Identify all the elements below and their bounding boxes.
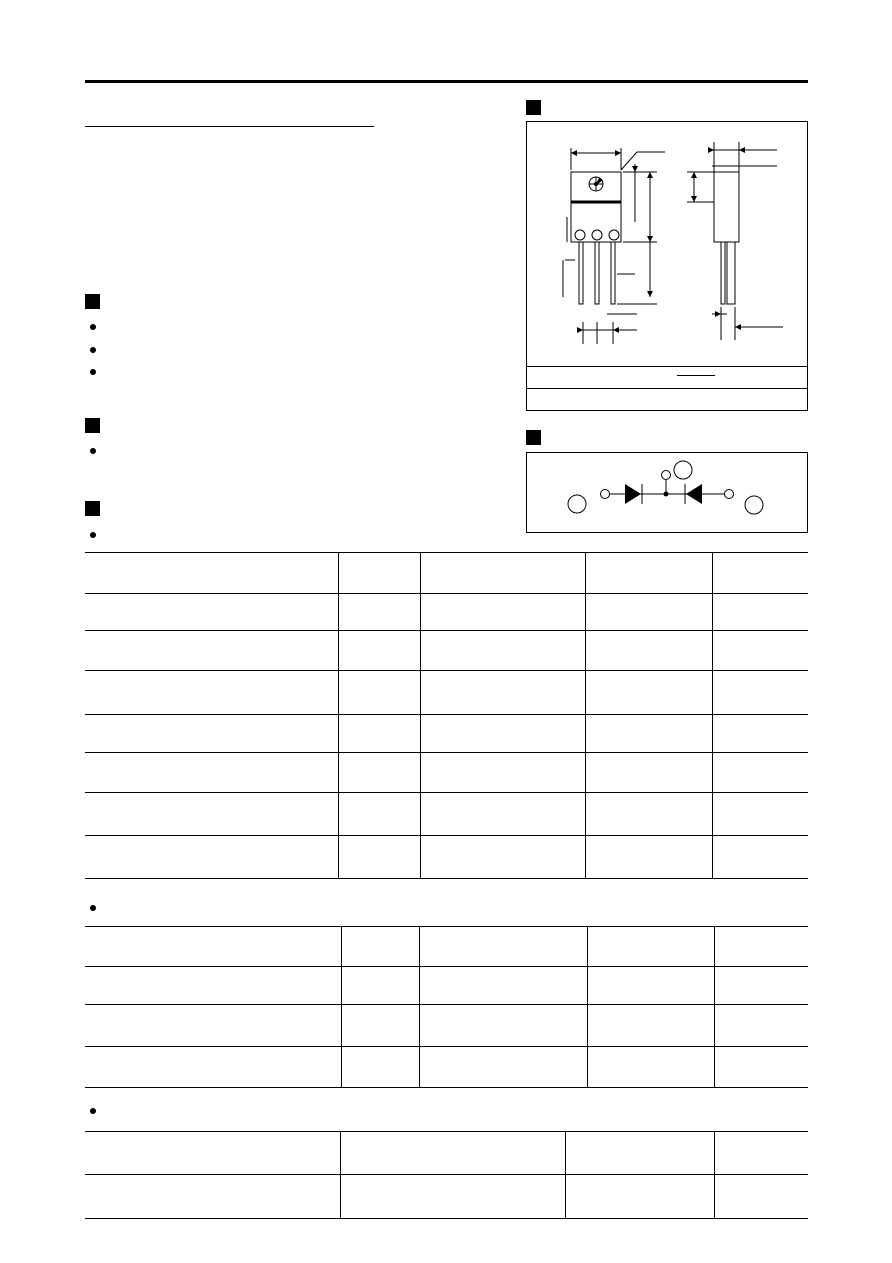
bullet-icon bbox=[90, 448, 96, 454]
equivalent-circuit-box bbox=[526, 452, 808, 533]
bullet-icon bbox=[90, 369, 96, 375]
ratings-section-icon bbox=[85, 501, 100, 516]
table-row bbox=[85, 967, 808, 1005]
header-rule bbox=[85, 80, 808, 83]
table-row bbox=[85, 631, 808, 671]
table-row bbox=[85, 753, 808, 793]
features-section-icon bbox=[85, 294, 100, 309]
package-outline-drawing bbox=[527, 122, 809, 367]
table-row bbox=[85, 927, 808, 967]
applications-section-icon bbox=[85, 418, 100, 433]
table-row bbox=[85, 1005, 808, 1047]
outline-divider bbox=[527, 366, 807, 367]
outline-label-rule bbox=[677, 375, 715, 376]
outline-divider bbox=[527, 388, 807, 389]
title-underline bbox=[85, 126, 374, 127]
table-row bbox=[85, 671, 808, 715]
outline-section-icon bbox=[526, 100, 541, 115]
equivalent-circuit-diagram bbox=[527, 453, 809, 534]
bullet-icon bbox=[90, 905, 96, 911]
table-row bbox=[85, 1047, 808, 1088]
table-row bbox=[85, 1175, 808, 1219]
circuit-section-icon bbox=[526, 430, 541, 445]
bullet-icon bbox=[90, 1108, 96, 1114]
table-row bbox=[85, 553, 808, 594]
electrical-characteristics-table bbox=[85, 926, 808, 1088]
bullet-icon bbox=[90, 532, 96, 538]
table-row bbox=[85, 594, 808, 631]
absolute-maximum-table bbox=[85, 552, 808, 879]
table-row bbox=[85, 1132, 808, 1175]
outline-drawing-box bbox=[526, 121, 808, 411]
thermal-characteristics-table bbox=[85, 1131, 808, 1219]
table-row bbox=[85, 793, 808, 836]
bullet-icon bbox=[90, 347, 96, 353]
table-row bbox=[85, 836, 808, 879]
table-row bbox=[85, 715, 808, 753]
bullet-icon bbox=[90, 324, 96, 330]
